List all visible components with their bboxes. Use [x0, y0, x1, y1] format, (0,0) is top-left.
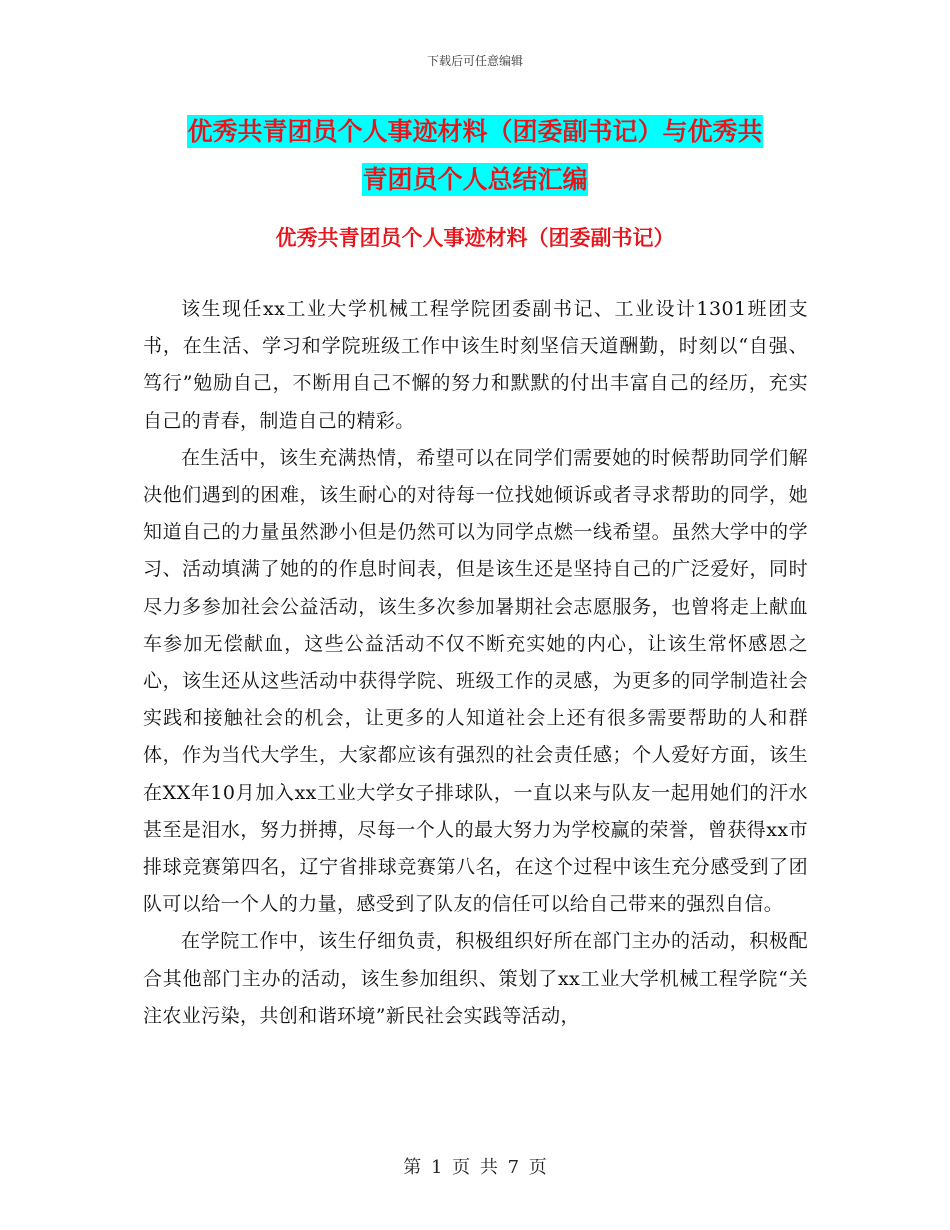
document-title-line-2: 青团员个人总结汇编 [362, 165, 588, 194]
body-text [143, 291, 808, 1035]
section-title: 优秀共青团员个人事迹材料（团委副书记） [275, 226, 675, 250]
page-number-footer: 第 1 页 共 7 页 [403, 1157, 547, 1178]
paragraph-1: 该生现任xx工业大学机械工程学院团委副书记、工业设计1301班团支书，在生活、学习和学院班级工作中该生时刻坚信天道酬勤，时刻以“自强、笃行”勉励自己，不断用自己不懈的努力和默默的付出丰富自己的经历，充实自己的青春，制造自己的精彩。 [143, 298, 808, 432]
paragraph-3: 在学院工作中，该生仔细负责，积极组织好所在部门主办的活动，积极配合其他部门主办的活动，该生参加组织、策划了xx工业大学机械工程学院“关注农业污染，共创和谐环境”新民社会实践等活动， [143, 930, 808, 1027]
header-note: 下载后可任意编辑 [426, 54, 523, 68]
paragraph-2: 在生活中，该生充满热情，希望可以在同学们需要她的时候帮助同学们解决他们遇到的困难，该生耐心的对待每一位找她倾诉或者寻求帮助的同学，她知道自己的力量虽然渺小但是仍然可以为同学点燃一线希望。虽然大学中的学习、活动填满了她的的作息时间表，但是该生还是坚持自己的广泛爱好，同时尽力多参加社会公益活动，该生多次参加暑期社会志愿服务，也曾将走上献血车参加无偿献血，这些公益活动不仅不断充实她的内心，让该生常怀感恩之心，该生还从这些活动中获得学院、班级工作的灵感，为更多的同学制造社会实践和接触社会的机会，让更多的人知道社会上还有很多需要帮助的人和群体，作为当代大学生，大家都应该有强烈的社会责任感；个人爱好方面，该生在XX年10月加入xx工业大学女子排球队，一直以来与队友一起用她们的汗水甚至是泪水，努力拼搏，尽每一个人的最大努力为学校赢的荣誉，曾获得xx市排球竞赛第四名，辽宁省排球竞赛第八名，在这个过程中该生充分感受到了团队可以给一个人的力量，感受到了队友的信任可以给自己带来的强烈自信。 [143, 446, 808, 916]
document-title-line-1: 优秀共青团员个人事迹材料（团委副书记）与优秀共 [187, 117, 763, 146]
document-title [0, 108, 950, 204]
